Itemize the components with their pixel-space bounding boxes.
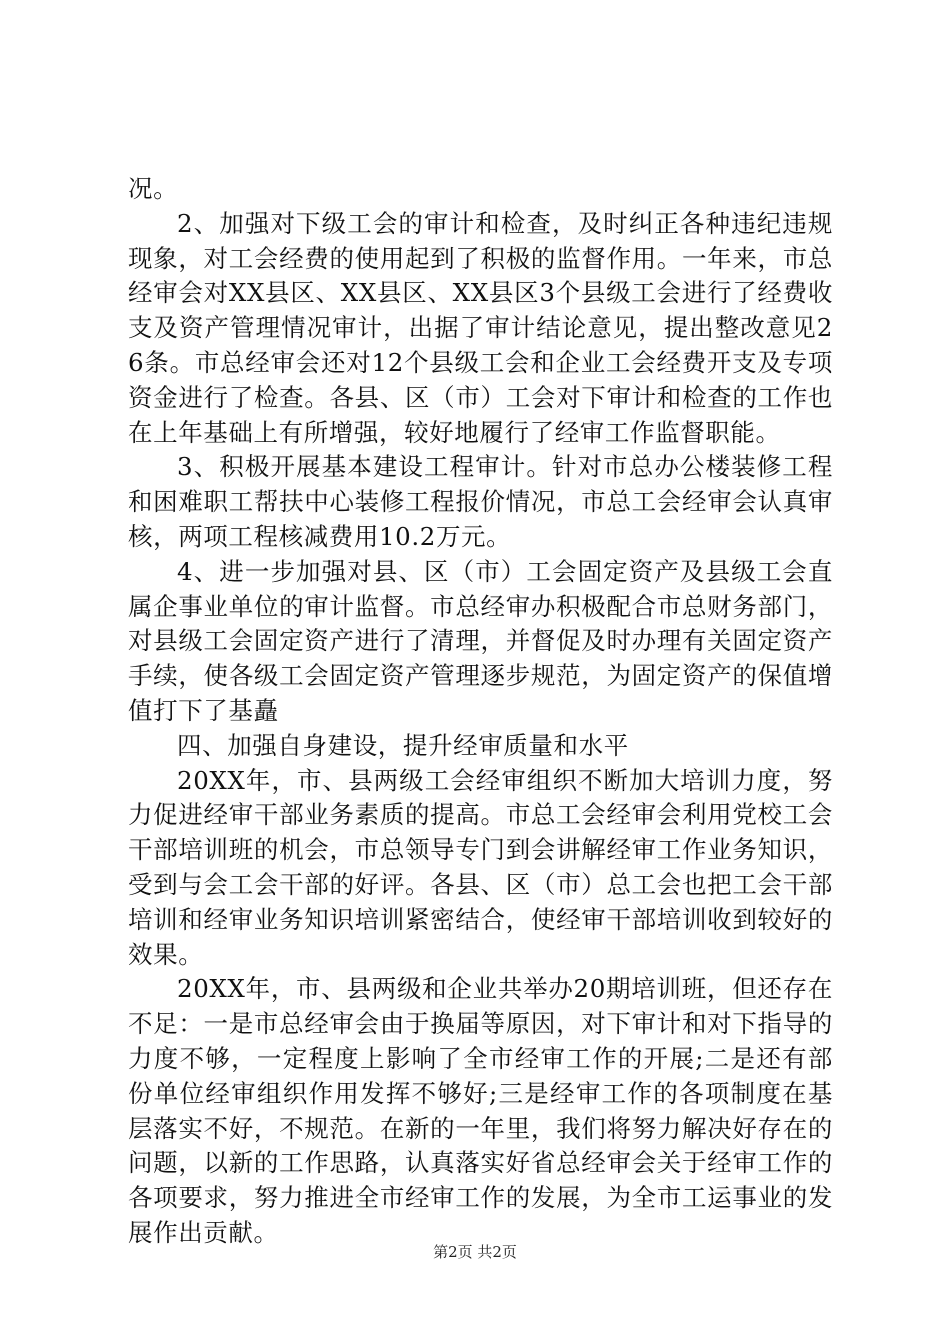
paragraph-training: 20XX年，市、县两级工会经审组织不断加大培训力度，努力促进经审干部业务素质的提高。市总工会经审会利用党校工会干部培训班的机会，市总领导专门到会讲解经审工作业务知识，受到与会工会干部的好评。各县、区（市）总工会也把工会干部培训和经审业务知识培训紧密结合，使经审干部培训收到较好的效果。 [128,765,833,969]
paragraph-fixed-assets: 4、进一步加强对县、区（市）工会固定资产及县级工会直属企事业单位的审计监督。市总经审办积极配合市总财务部门，对县级工会固定资产进行了清理，并督促及时办理有关固定资产手续，使各级工会固定资产管理逐步规范，为固定资产的保值增值打下了基矗 [128,556,833,725]
page-footer: 第2页 共2页 [433,1243,517,1261]
paragraph-audit-inspection: 2、加强对下级工会的审计和检查，及时纠正各种违纪违规现象，对工会经费的使用起到了积极的监督作用。一年来，市总经审会对XX县区、XX县区、XX县区3个县级工会进行了经费收支及资产管理情况审计，出据了审计结论意见，提出整改意见26条。市总经审会还对12个县级工会和企业工会经费开支及专项资金进行了检查。各县、区（市）工会对下审计和检查的工作也在上年基础上有所增强，较好地履行了经审工作监督职能。 [128,208,833,447]
section-heading: 四、加强自身建设，提升经审质量和水平 [177,730,629,760]
paragraph-construction-audit: 3、积极开展基本建设工程审计。针对市总办公楼装修工程和困难职工帮扶中心装修工程报价情况，市总工会经审会认真审核，两项工程核减费用10.2万元。 [128,452,833,551]
paragraph-continuation: 况。 [128,174,179,203]
document-body [128,172,833,1251]
paragraph-shortcomings: 20XX年，市、县两级和企业共举办20期培训班，但还存在不足：一是市总经审会由于换届等原因，对下审计和对下指导的力度不够，一定程度上影响了全市经审工作的开展;二是还有部份单位经审组织作用发挥不够好;三是经审工作的各项制度在基层落实不好，不规范。在新的一年里，我们将努力解决好存在的问题，以新的工作思路，认真落实好省总经审会关于经审工作的各项要求，努力推进全市经审工作的发展，为全市工运事业的发展作出贡献。 [128,974,833,1247]
